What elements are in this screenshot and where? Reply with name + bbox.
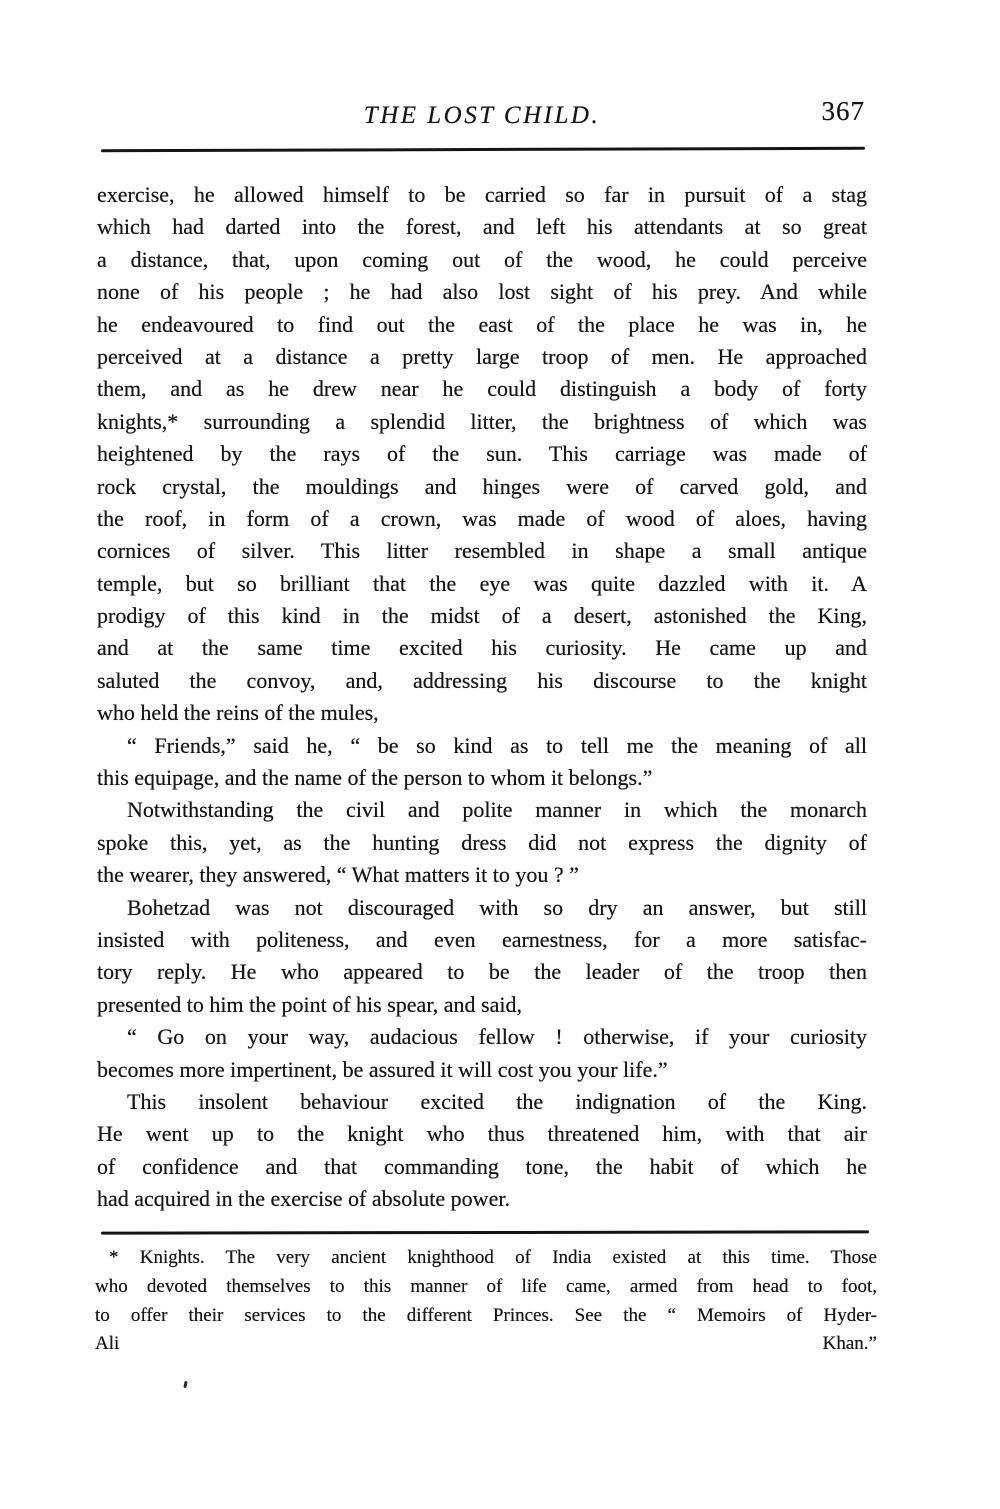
text-line: the wearer, they answered, “ What matters it to you ? ” bbox=[97, 862, 579, 888]
header-rule bbox=[101, 147, 865, 152]
text-line: spoke this, yet, as the hunting dress did not express the dignity of bbox=[97, 829, 867, 855]
running-title: THE LOST CHILD. bbox=[363, 102, 601, 129]
text-line: which had darted into the forest, and left his attendants at so great bbox=[97, 214, 867, 240]
text-line: saluted the convoy, and, addressing his discourse to the knight bbox=[97, 667, 867, 693]
text-line: this equipage, and the name of the person to whom it belongs.” bbox=[97, 765, 653, 791]
text-line: temple, but so brilliant that the eye was quite dazzled with it. A bbox=[97, 570, 867, 596]
page-header bbox=[97, 96, 867, 136]
text-line: insisted with politeness, and even earnestness, for a more satisfac- bbox=[97, 926, 867, 952]
ink-speck bbox=[183, 1381, 187, 1388]
text-line: who held the reins of the mules, bbox=[97, 700, 379, 726]
text-line: “ Go on your way, audacious fellow ! otherwise, if your curiosity bbox=[127, 1024, 867, 1050]
text-line: Ali Khan.” bbox=[95, 1333, 877, 1355]
text-line: and at the same time excited his curiosity. He came up and bbox=[97, 635, 867, 661]
text-line: of confidence and that commanding tone, the habit of which he bbox=[97, 1153, 867, 1179]
text-line: the roof, in form of a crown, was made of wood of aloes, having bbox=[97, 505, 867, 531]
text-line: prodigy of this kind in the midst of a desert, astonished the King, bbox=[97, 603, 867, 629]
text-line: “ Friends,” said he, “ be so kind as to tell me the meaning of all bbox=[127, 732, 867, 758]
text-line: Notwithstanding the civil and polite manner in which the monarch bbox=[127, 797, 867, 823]
footnote-rule bbox=[101, 1230, 869, 1234]
text-line: none of his people ; he had also lost sight of his prey. And while bbox=[97, 279, 867, 305]
text-line: Bohetzad was not discouraged with so dry an answer, but still bbox=[127, 894, 867, 920]
text-line: knights,* surrounding a splendid litter, the brightness of which was bbox=[97, 408, 867, 434]
text-line: he endeavoured to find out the east of the place he was in, he bbox=[97, 311, 867, 337]
text-line: had acquired in the exercise of absolute power. bbox=[97, 1186, 510, 1212]
text-line: * Knights. The very ancient knighthood of India existed at this time. Those bbox=[109, 1247, 877, 1268]
text-line: This insolent behaviour excited the indignation of the King. bbox=[127, 1088, 867, 1114]
text-line: cornices of silver. This litter resembled in shape a small antique bbox=[97, 538, 867, 564]
text-line: a distance, that, upon coming out of the wood, he could perceive bbox=[97, 246, 867, 272]
text-line: becomes more impertinent, be assured it will cost you your life.” bbox=[97, 1056, 668, 1082]
footnote bbox=[95, 1244, 877, 1359]
page-number: 367 bbox=[821, 96, 865, 126]
text-line: to offer their services to the different Princes. See the “ Memoirs of Hyder- bbox=[95, 1304, 877, 1326]
text-line: who devoted themselves to this manner of life came, armed from head to foot, bbox=[95, 1275, 877, 1297]
text-line: He went up to the knight who thus threatened him, with that air bbox=[97, 1121, 867, 1147]
text-line: perceived at a distance a pretty large troop of men. He approached bbox=[97, 343, 867, 369]
text-line: rock crystal, the mouldings and hinges were of carved gold, and bbox=[97, 473, 867, 499]
text-line: them, and as he drew near he could distinguish a body of forty bbox=[97, 376, 867, 402]
body-text bbox=[97, 179, 867, 1216]
text-line: heightened by the rays of the sun. This carriage was made of bbox=[97, 441, 867, 467]
text-line: exercise, he allowed himself to be carried so far in pursuit of a stag bbox=[97, 182, 867, 207]
text-line: presented to him the point of his spear, and said, bbox=[97, 991, 522, 1017]
text-line: tory reply. He who appeared to be the leader of the troop then bbox=[97, 959, 867, 985]
